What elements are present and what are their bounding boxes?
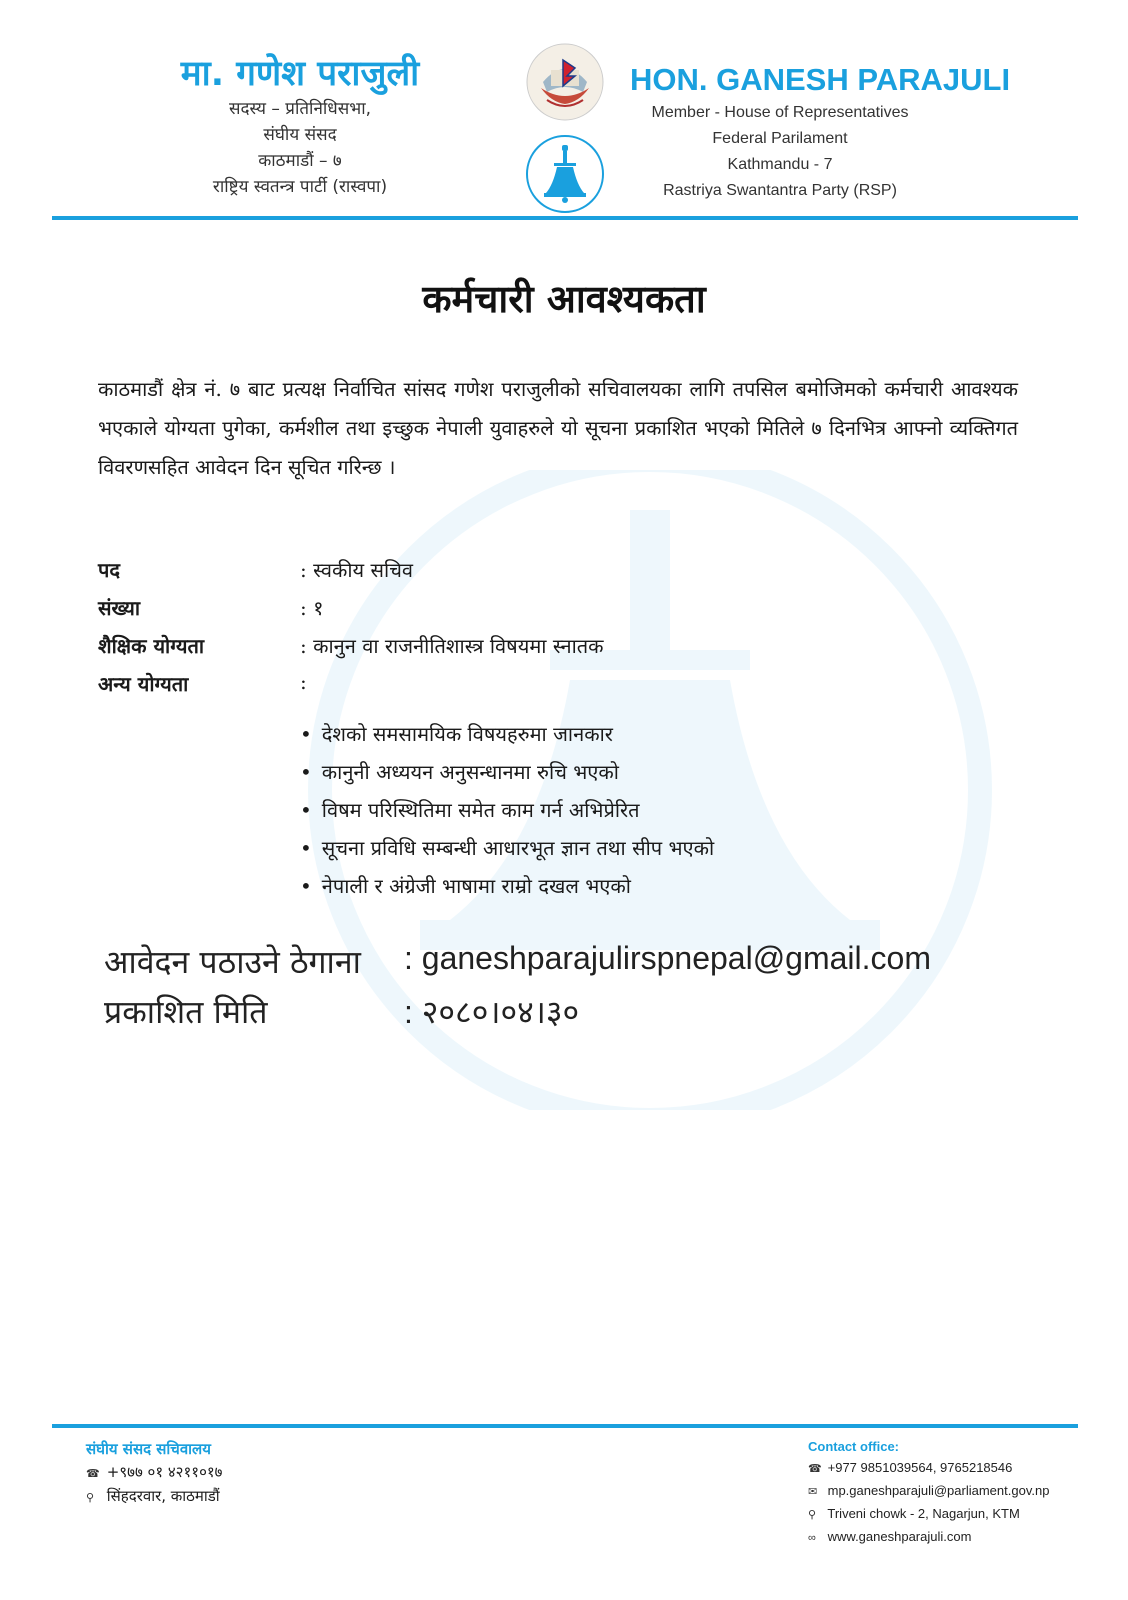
- field-label: अन्य योग्यता: [98, 672, 189, 696]
- footer-right-phone: +977 9851039564, 9765218546: [827, 1460, 1013, 1475]
- mp-name-english: HON. GANESH PARAJULI: [630, 62, 1011, 97]
- footer-left-address: सिंहदरवार, काठमाडौं: [106, 1487, 220, 1505]
- notice-title: कर्मचारी आवश्यकता: [422, 276, 706, 321]
- published-date-value: : २०८०।०४।३०: [404, 994, 580, 1030]
- field-label: संख्या: [98, 596, 140, 620]
- mp-title-line-2: संघीय संसद: [263, 125, 337, 145]
- footer-left-block: [86, 1438, 223, 1509]
- link-icon: ∞: [808, 1532, 816, 1544]
- list-item: • सूचना प्रविधि सम्बन्धी आधारभूत ज्ञान तथा सीप भएको: [300, 834, 714, 872]
- location-pin-icon: ⚲: [808, 1509, 817, 1521]
- field-label: पद: [98, 558, 120, 582]
- email-icon: ✉: [808, 1486, 818, 1498]
- footer-secretariat-title: संघीय संसद सचिवालय: [86, 1440, 211, 1458]
- notice-intro-paragraph: काठमाडौं क्षेत्र नं. ७ बाट प्रत्यक्ष निर्वाचित सांसद गणेश पराजुलीको सचिवालयका लागि तपसिल बमोजिमको कर्मचारी आवश्यक भएकाले योग्यता पुगेका, कर्मशील तथा इच्छुक नेपाली युवाहरुले यो सूचना प्रकाशित भएको मितिले ७ दिनभित्र आफ्नो व्यक्तिगत विवरणसहित आवेदन दिन सूचित गरिन्छ ।: [98, 377, 1018, 479]
- footer-contact-title: Contact office:: [808, 1439, 899, 1454]
- apply-address-label: आवेदन पठाउने ठेगाना: [104, 943, 361, 981]
- field-value: :: [300, 670, 307, 694]
- mp-title-en-line-4: Rastriya Swantantra Party (RSP): [663, 182, 897, 199]
- mp-title-en-line-1: Member - House of Representatives: [651, 104, 909, 121]
- footer-right-website[interactable]: www.ganeshparajuli.com: [827, 1529, 972, 1544]
- phone-icon: ☎: [86, 1467, 100, 1480]
- apply-address-value[interactable]: : ganeshparajulirspnepal@gmail.com: [404, 940, 931, 976]
- header-left-block: [150, 52, 450, 200]
- list-item: • विषम परिस्थितिमा समेत काम गर्न अभिप्रेरित: [300, 796, 714, 834]
- field-value: : स्वकीय सचिव: [300, 558, 414, 582]
- mp-name-nepali: मा. गणेश पराजुली: [180, 54, 420, 94]
- mp-title-en-line-3: Kathmandu - 7: [727, 156, 833, 173]
- header-divider: [52, 216, 1078, 220]
- published-date-label: प्रकाशित मिति: [104, 993, 268, 1031]
- mp-title-line-1: सदस्य – प्रतिनिधिसभा,: [228, 99, 371, 119]
- footer-right-block: [808, 1436, 1049, 1549]
- list-item: • नेपाली र अंग्रेजी भाषामा राम्रो दखल भएको: [300, 872, 714, 910]
- mp-title-line-3: काठमाडौं – ७: [258, 151, 342, 171]
- location-pin-icon: ⚲: [86, 1491, 95, 1504]
- field-label: शैक्षिक योग्यता: [98, 634, 205, 658]
- mp-title-en-line-2: Federal Parilament: [712, 130, 848, 147]
- footer-divider: [52, 1424, 1078, 1428]
- field-value: : १: [300, 596, 324, 620]
- published-date-row: [104, 990, 580, 1033]
- qualification-list: [300, 720, 714, 910]
- header-right-block: [630, 60, 1050, 204]
- footer-left-phone: +९७७ ०१ ४२११०१७: [106, 1463, 223, 1481]
- footer-right-email[interactable]: mp.ganeshparajuli@parliament.gov.np: [827, 1483, 1050, 1498]
- apply-address-row: [104, 940, 931, 983]
- phone-icon: ☎: [808, 1463, 822, 1475]
- field-value: : कानुन वा राजनीतिशास्त्र विषयमा स्नातक: [300, 634, 604, 658]
- list-item: • कानुनी अध्ययन अनुसन्धानमा रुचि भएको: [300, 758, 714, 796]
- footer-right-address: Triveni chowk - 2, Nagarjun, KTM: [827, 1506, 1020, 1521]
- list-item: • देशको समसामयिक विषयहरुमा जानकार: [300, 720, 714, 758]
- mp-title-line-4: राष्ट्रिय स्वतन्त्र पार्टी (रास्वपा): [212, 177, 388, 197]
